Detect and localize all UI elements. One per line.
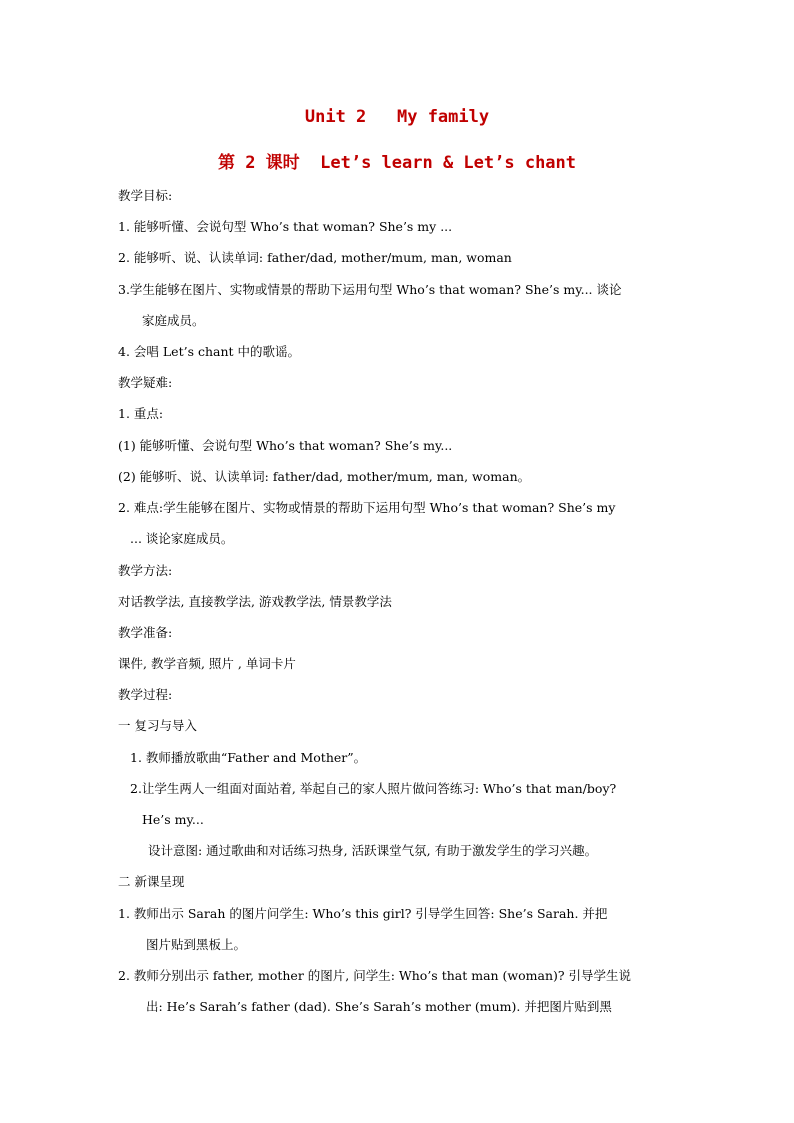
- objective-item: 1. 能够听懂、会说句型 Who’s that woman? She’s my ...: [118, 219, 453, 234]
- hard-point-line-continuation: ... 谈论家庭成员。: [130, 531, 234, 546]
- preparation-heading: 教学准备:: [118, 625, 173, 640]
- objective-item-continuation: 家庭成员。: [142, 313, 205, 328]
- key-points-heading: 1. 重点:: [118, 406, 164, 421]
- process-step: 2.让学生两人一组面对面站着, 举起自己的家人照片做问答练习: Who’s that man/boy?: [130, 781, 617, 796]
- key-point-item: (1) 能够听懂、会说句型 Who’s that woman? She’s my...: [118, 438, 453, 453]
- process-step-continuation: 图片贴到黑板上。: [146, 937, 247, 952]
- section-heading: 一 复习与导入: [118, 718, 197, 733]
- process-step-continuation: He’s my...: [142, 812, 204, 827]
- section-heading: 二 新课呈现: [118, 874, 185, 889]
- preparation-text: 课件, 教学音频, 照片 , 单词卡片: [118, 656, 296, 671]
- design-intent: 设计意图: 通过歌曲和对话练习热身, 活跃课堂气氛, 有助于激发学生的学习兴趣。: [148, 843, 598, 858]
- process-step: 2. 教师分别出示 father, mother 的图片, 问学生: Who’s that man (woman)? 引导学生说: [118, 968, 632, 983]
- process-heading: 教学过程:: [118, 687, 173, 702]
- objectives-heading: 教学目标:: [118, 188, 173, 203]
- methods-heading: 教学方法:: [118, 563, 173, 578]
- process-step-continuation: 出: He’s Sarah’s father (dad). She’s Sarah’s mother (mum). 并把图片贴到黑: [146, 999, 612, 1014]
- objective-item: 4. 会唱 Let’s chant 中的歌谣。: [118, 344, 301, 359]
- hard-point-line: 2. 难点:学生能够在图片、实物或情景的帮助下运用句型 Who’s that woman? She’s my: [118, 500, 616, 515]
- unit-title: Unit 2 My family: [304, 107, 490, 127]
- lesson-title: 第 2 课时 Let’s learn & Let’s chant: [217, 153, 577, 173]
- process-step: 1. 教师出示 Sarah 的图片问学生: Who’s this girl? 引导学生回答: She’s Sarah. 并把: [118, 906, 608, 921]
- methods-text: 对话教学法, 直接教学法, 游戏教学法, 情景教学法: [118, 594, 392, 609]
- key-point-item: (2) 能够听、说、认读单词: father/dad, mother/mum, man, woman。: [118, 469, 531, 484]
- objective-item: 3.学生能够在图片、实物或情景的帮助下运用句型 Who’s that woman? She’s my... 谈论: [118, 282, 622, 297]
- process-step: 1. 教师播放歌曲“Father and Mother”。: [130, 750, 367, 765]
- objective-item: 2. 能够听、说、认读单词: father/dad, mother/mum, man, woman: [118, 250, 512, 265]
- difficulties-heading: 教学疑难:: [118, 375, 173, 390]
